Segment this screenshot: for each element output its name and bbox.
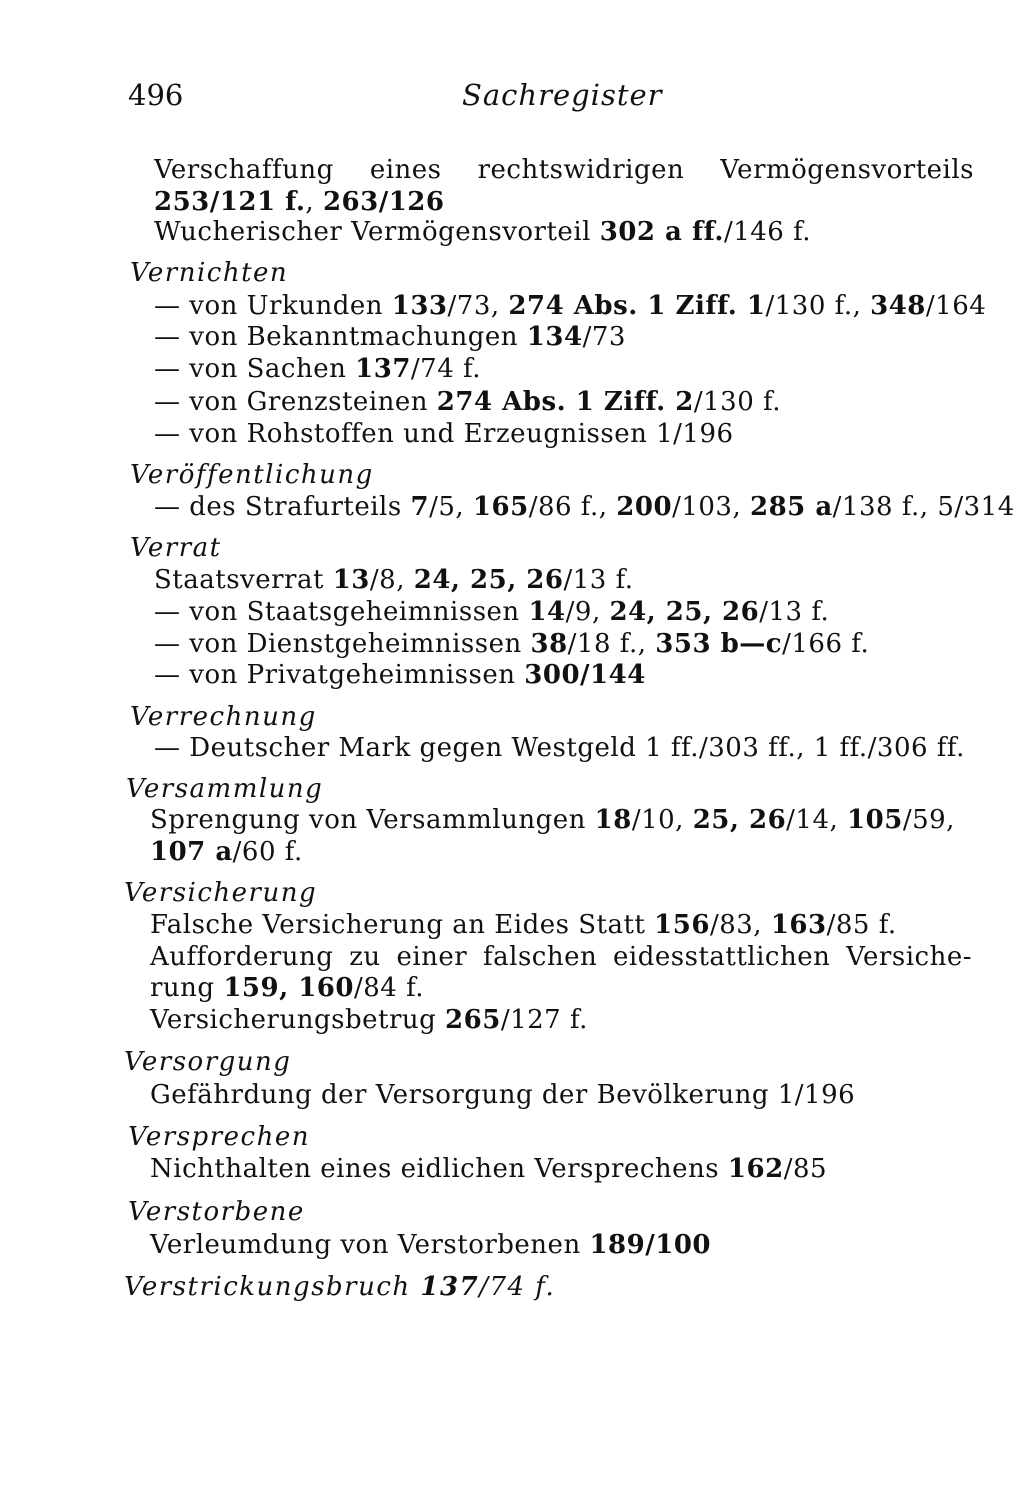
section-reference: 274 Abs. 1 Ziff. 2 (436, 387, 694, 417)
entry-text: — von Bekanntmachungen (154, 322, 527, 352)
section-reference: 159, 160 (223, 973, 354, 1003)
index-entry (154, 658, 1024, 692)
index-heading (124, 876, 1024, 910)
index-heading (130, 531, 1024, 565)
entry-text: Versicherung (124, 878, 318, 908)
index-entry (154, 215, 1024, 249)
entry-text: /18 f., (567, 629, 656, 659)
index-entry (154, 731, 1024, 765)
section-reference: 163 (770, 910, 827, 940)
entry-text: Verstrickungsbruch (124, 1272, 421, 1302)
entry-text: /127 f. (500, 1005, 588, 1035)
section-reference: 107 a (150, 837, 233, 867)
section-reference: 18 (594, 805, 632, 835)
entry-text: — von Privatgeheimnissen (154, 660, 525, 690)
index-entry (154, 320, 1024, 354)
index-entry (150, 1152, 1024, 1186)
entry-text: /13 f. (563, 565, 634, 595)
entry-text: Verstorbene (128, 1197, 305, 1227)
index-entry (150, 835, 1024, 869)
index-heading (130, 700, 1024, 734)
section-reference: 300/144 (524, 660, 646, 690)
entry-text: /84 f. (353, 973, 425, 1003)
section-reference: 7 (410, 492, 430, 522)
index-entry (154, 563, 1024, 597)
entry-text: Verleumdung von Verstorbenen (150, 1230, 590, 1260)
section-reference: 189/100 (589, 1230, 711, 1260)
entry-text: Verschaffung eines rechtswidrigen Vermögensvorteils (154, 155, 974, 185)
entry-text: /85 f. (826, 910, 897, 940)
section-reference: 105 (847, 805, 903, 835)
section-reference: 274 Abs. 1 Ziff. 1 (508, 291, 766, 321)
entry-text: /14, (786, 805, 848, 835)
index-entry (154, 627, 1024, 661)
entry-text: Verrat (130, 533, 222, 563)
entry-text: Veröffentlichung (130, 460, 374, 490)
index-heading (130, 458, 1024, 492)
entry-text: /146 f. (723, 217, 812, 247)
entry-text: — Deutscher Mark gegen Westgeld 1 ff./303 ff., 1 ff./306 ff. (154, 733, 965, 763)
entry-text: /73 (582, 322, 626, 352)
entry-text: /73, (447, 291, 509, 321)
section-reference: 137 (355, 354, 411, 384)
index-entry (154, 595, 1024, 629)
section-reference: 162 (727, 1154, 784, 1184)
section-reference: 353 b—c (655, 629, 783, 659)
index-entry (150, 1078, 1024, 1112)
index-entry (150, 908, 1024, 942)
section-reference: 200 (616, 492, 673, 522)
section-reference: 165 (472, 492, 529, 522)
index-heading (128, 1120, 1024, 1154)
section-reference: 285 a (750, 492, 833, 522)
entry-text: — von Grenzsteinen (154, 387, 437, 417)
entry-text: — von Rohstoffen und Erzeugnissen 1/196 (154, 419, 734, 449)
index-entry (154, 352, 1024, 386)
index-entry (150, 1003, 1024, 1037)
section-reference: 265 (445, 1005, 501, 1035)
index-heading (124, 1270, 1024, 1304)
entry-text: — von Sachen (154, 354, 356, 384)
entry-text: Versammlung (126, 774, 324, 804)
index-entry (154, 490, 1024, 524)
index-heading (130, 256, 1024, 290)
entry-text: — von Staatsgeheimnissen (154, 597, 529, 627)
page-number: 496 (128, 78, 184, 112)
section-reference: 137 (420, 1272, 480, 1302)
entry-text: Nichthalten eines eidlichen Versprechens (150, 1154, 728, 1184)
entry-text: , (305, 187, 323, 217)
entry-text: /59, (902, 805, 955, 835)
entry-text: /5, (429, 492, 473, 522)
entry-text: /10, (631, 805, 693, 835)
section-reference: 24, 25, 26 (609, 597, 760, 627)
section-reference: 25, 26 (692, 805, 787, 835)
index-entry (150, 940, 972, 974)
entry-text: — von Urkunden (154, 291, 392, 321)
entry-text: /85 (783, 1154, 828, 1184)
section-reference: 13 (332, 565, 370, 595)
section-reference: 263/126 (322, 187, 445, 217)
index-entry (154, 385, 1024, 419)
entry-text: Vernichten (130, 258, 289, 288)
section-reference: 24, 25, 26 (413, 565, 564, 595)
entry-text: /9, (565, 597, 610, 627)
index-heading (124, 1045, 1024, 1079)
index-heading (126, 772, 1024, 806)
index-heading (128, 1195, 1024, 1229)
entry-text: /138 f., 5/314 (832, 492, 1015, 522)
index-entry (150, 971, 1024, 1005)
entry-text: Gefährdung der Versorgung der Bevölkerung 1/196 (150, 1080, 856, 1110)
entry-text: /166 f. (782, 629, 870, 659)
entry-text: /60 f. (232, 837, 303, 867)
index-entry (154, 417, 1024, 451)
section-reference: 348 (870, 291, 926, 321)
section-reference: 133 (391, 291, 448, 321)
entry-text: /130 f. (693, 387, 781, 417)
section-reference: 156 (654, 910, 710, 940)
running-title: Sachregister (462, 78, 663, 112)
section-reference: 134 (526, 322, 583, 352)
entry-text: /103, (672, 492, 750, 522)
entry-text: Versorgung (124, 1047, 292, 1077)
entry-text: Falsche Versicherung an Eides Statt (150, 910, 655, 940)
entry-text: Wucherischer Vermögensvorteil (154, 217, 600, 247)
index-entry (154, 153, 974, 187)
entry-text: /13 f. (759, 597, 830, 627)
entry-text: — des Strafurteils (154, 492, 411, 522)
entry-text: Sprengung von Versammlungen (150, 805, 595, 835)
entry-text: — von Dienstgeheimnissen (154, 629, 531, 659)
entry-text: /130 f., (765, 291, 871, 321)
section-reference: 302 a ff. (599, 217, 724, 247)
section-reference: 38 (530, 629, 568, 659)
entry-text: /164 (925, 291, 987, 321)
entry-text: Staatsverrat (154, 565, 333, 595)
entry-text: Aufforderung zu einer falschen eidesstattlichen Versiche- (150, 942, 972, 972)
entry-text: /74 f. (479, 1272, 556, 1302)
page-header (0, 78, 1024, 118)
entry-text: Versprechen (128, 1122, 310, 1152)
entry-text: /86 f., (528, 492, 617, 522)
entry-text: rung (150, 973, 224, 1003)
entry-text: /83, (709, 910, 771, 940)
entry-text: Verrechnung (130, 702, 317, 732)
section-reference: 253/121 f. (154, 187, 306, 217)
index-entry (150, 803, 1024, 837)
entry-text: Versicherungsbetrug (150, 1005, 446, 1035)
entry-text: /8, (369, 565, 414, 595)
index-entry (154, 289, 1024, 323)
index-entry (154, 185, 1024, 219)
section-reference: 14 (528, 597, 566, 627)
entry-text: /74 f. (410, 354, 481, 384)
index-entry (150, 1228, 1024, 1262)
